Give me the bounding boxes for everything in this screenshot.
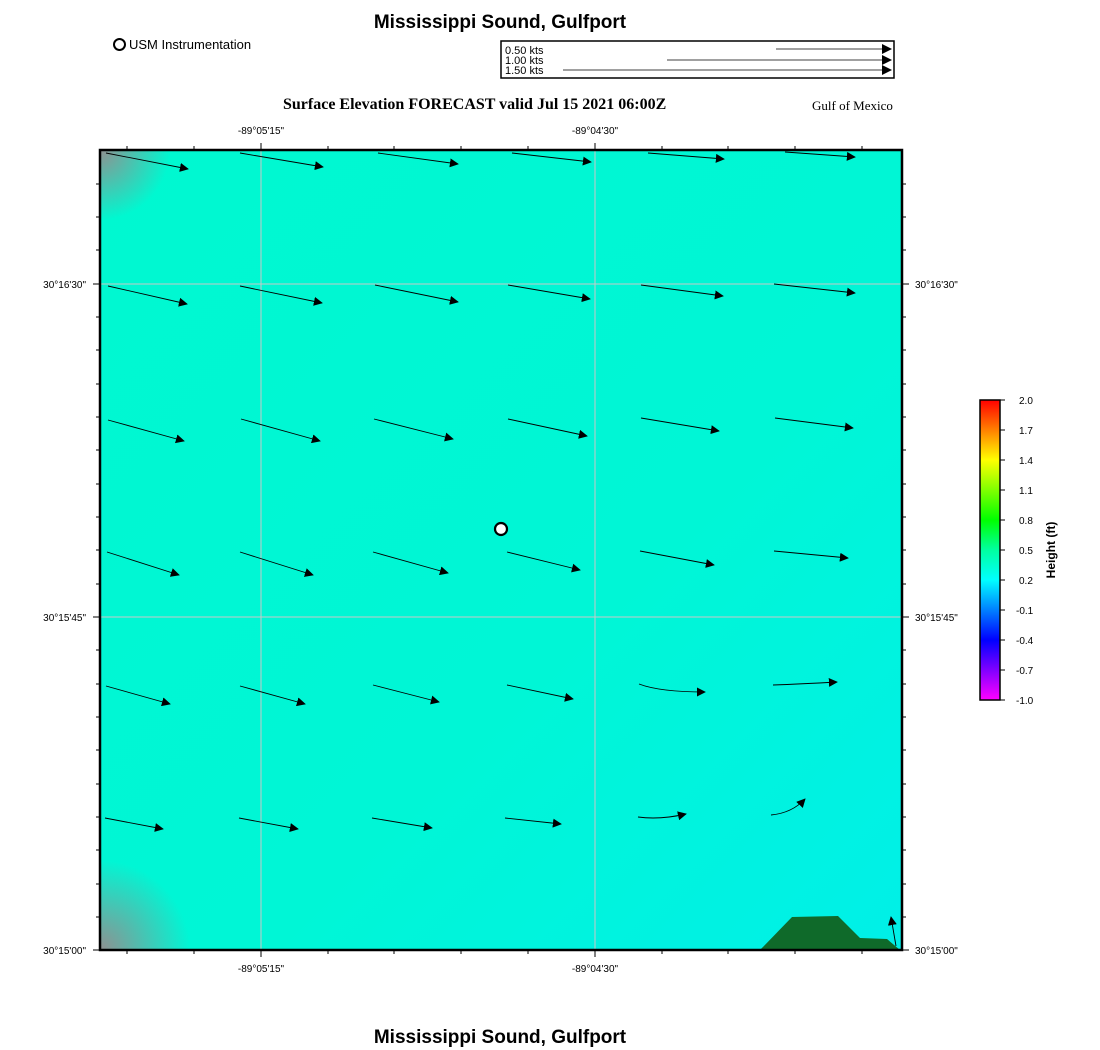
legend-label-0.50: 0.50 kts: [505, 45, 544, 57]
instrument-station-marker[interactable]: [495, 523, 507, 535]
colorbar-tick-label: -0.1: [1016, 606, 1034, 617]
colorbar-tick-label: -1.0: [1016, 696, 1034, 707]
map-title: Mississippi Sound, Gulfport: [373, 12, 627, 33]
colorbar-tick-label: 0.8: [1019, 516, 1033, 527]
instrument-legend-label: USM Instrumentation: [129, 37, 252, 52]
x-tick-label-top: -89°04'30": [571, 126, 619, 137]
colorbar-tick-label: 1.4: [1019, 456, 1033, 467]
colorbar-scale: [980, 400, 1000, 700]
colorbar-tick-label: 0.2: [1019, 576, 1033, 587]
map-panel: [100, 150, 902, 950]
y-tick-label-right: 30°15'00": [915, 946, 958, 957]
y-tick-label-right: 30°16'30": [915, 280, 958, 291]
colorbar: [980, 396, 1058, 707]
y-tick-label-left: 30°16'30": [43, 280, 86, 291]
y-tick-label-left: 30°15'45": [43, 613, 86, 624]
y-tick-label-left: 30°15'00": [43, 946, 86, 957]
colorbar-tick-label: 1.7: [1019, 426, 1033, 437]
colorbar-tick-label: 1.1: [1019, 486, 1033, 497]
colorbar-tick-label: -0.7: [1016, 666, 1034, 677]
x-tick-label-bottom: -89°05'15": [237, 964, 285, 975]
colorbar-tick-label: -0.4: [1016, 636, 1034, 647]
legend-label-1.50: 1.50 kts: [505, 65, 544, 77]
footer-title: Mississippi Sound, Gulfport: [373, 1027, 627, 1048]
x-tick-label-top: -89°05'15": [237, 126, 285, 137]
vector-legend: [501, 41, 894, 78]
legend-label-1.00: 1.00 kts: [505, 55, 544, 67]
forecast-subtitle: Surface Elevation FORECAST valid Jul 15 2021 06:00Z: [283, 96, 667, 113]
region-label: Gulf of Mexico: [812, 98, 893, 113]
colorbar-label: Height (ft): [1044, 521, 1058, 579]
colorbar-tick-label: 2.0: [1019, 396, 1033, 407]
y-tick-label-right: 30°15'45": [915, 613, 958, 624]
elevation-field: [100, 150, 902, 950]
x-tick-label-bottom: -89°04'30": [571, 964, 619, 975]
colorbar-tick-label: 0.5: [1019, 546, 1033, 557]
